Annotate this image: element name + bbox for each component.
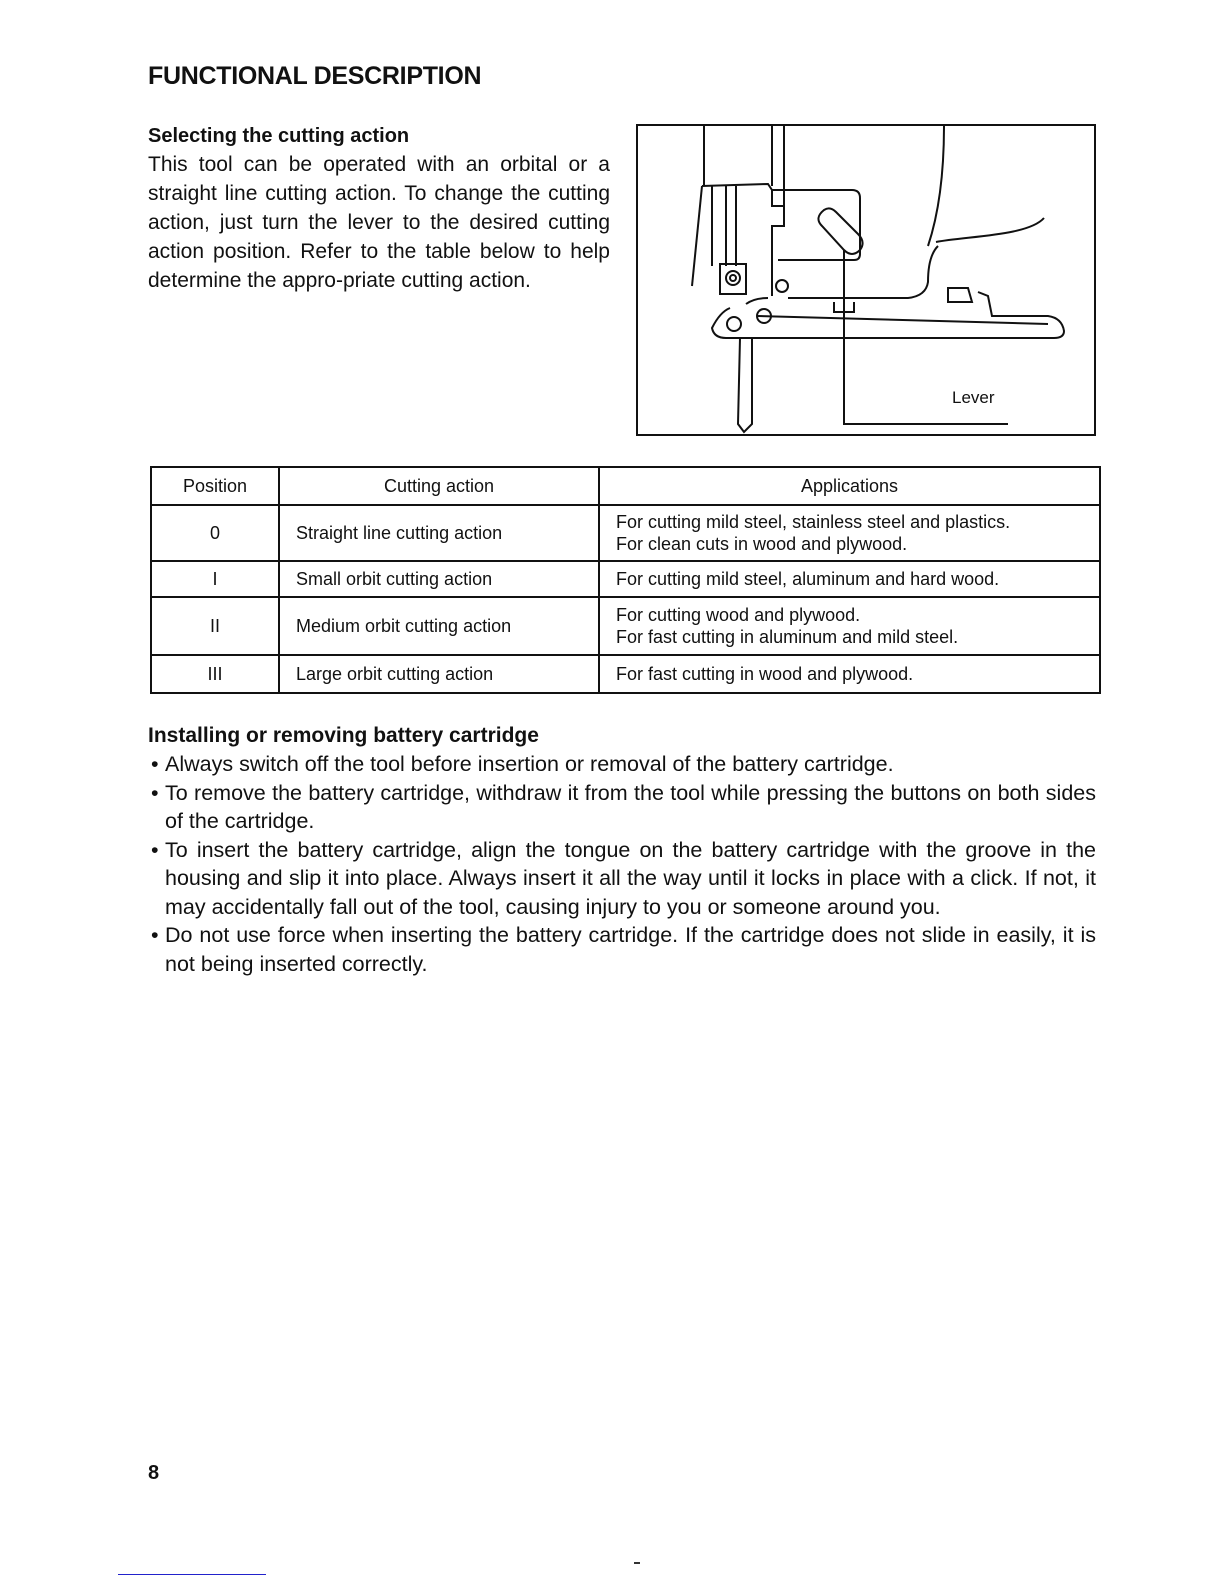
action-cell: Small orbit cutting action	[279, 561, 599, 597]
position-cell: I	[151, 561, 279, 597]
list-item: • Always switch off the tool before insertion or removal of the battery cartridge.	[148, 750, 1096, 779]
applications-cell	[599, 597, 1100, 655]
selecting-body: This tool can be operated with an orbital or a straight line cutting action. To change the cutting action, just turn the lever to the desired cutting action position. Refer to the table below to help determine the appro-priate cutting action.	[148, 153, 610, 292]
battery-section	[148, 722, 1096, 978]
action-cell: Medium orbit cutting action	[279, 597, 599, 655]
applications-cell	[599, 561, 1100, 597]
application-line: For fast cutting in aluminum and mild steel.	[616, 627, 959, 647]
header-position: Position	[151, 467, 279, 505]
scan-mark	[634, 1562, 640, 1564]
application-line: For cutting mild steel, stainless steel and plastics.	[616, 512, 1011, 532]
table-row	[151, 561, 1100, 597]
position-cell: III	[151, 655, 279, 693]
page-number: 8	[148, 1462, 160, 1484]
table-header-row	[151, 467, 1100, 505]
table-row	[151, 655, 1100, 693]
list-item: • To insert the battery cartridge, align the tongue on the battery cartridge with the groove in the housing and slip it into place. Always insert it all the way until it locks in place with a click. If not, it may accidentally fall out of the tool, causing injury to you or someone around you.	[148, 836, 1096, 922]
header-cutting-action: Cutting action	[279, 467, 599, 505]
selecting-heading: Selecting the cutting action	[148, 125, 410, 147]
action-cell: Large orbit cutting action	[279, 655, 599, 693]
selecting-section	[148, 122, 610, 295]
footer-rule	[118, 1574, 266, 1575]
applications-cell	[599, 505, 1100, 561]
action-cell: Straight line cutting action	[279, 505, 599, 561]
cutting-action-table	[150, 466, 1101, 694]
jigsaw-lever-illustration-icon	[638, 126, 1094, 434]
lever-figure	[636, 124, 1096, 436]
table-row	[151, 505, 1100, 561]
application-line: For cutting wood and plywood.	[616, 605, 861, 625]
battery-heading: Installing or removing battery cartridge	[148, 724, 539, 747]
application-line: For fast cutting in wood and plywood.	[616, 664, 914, 684]
list-item: • To remove the battery cartridge, withdraw it from the tool while pressing the buttons on both sides of the cartridge.	[148, 779, 1096, 836]
table-row	[151, 597, 1100, 655]
header-applications: Applications	[599, 467, 1100, 505]
lever-label: Lever	[952, 388, 995, 407]
position-cell: 0	[151, 505, 279, 561]
page-title: FUNCTIONAL DESCRIPTION	[148, 62, 482, 90]
position-cell: II	[151, 597, 279, 655]
applications-cell	[599, 655, 1100, 693]
list-item: • Do not use force when inserting the battery cartridge. If the cartridge does not slide in easily, it is not being inserted correctly.	[148, 921, 1096, 978]
application-line: For clean cuts in wood and plywood.	[616, 534, 908, 554]
battery-bullet-list	[148, 750, 1096, 978]
application-line: For cutting mild steel, aluminum and hard wood.	[616, 569, 1000, 589]
